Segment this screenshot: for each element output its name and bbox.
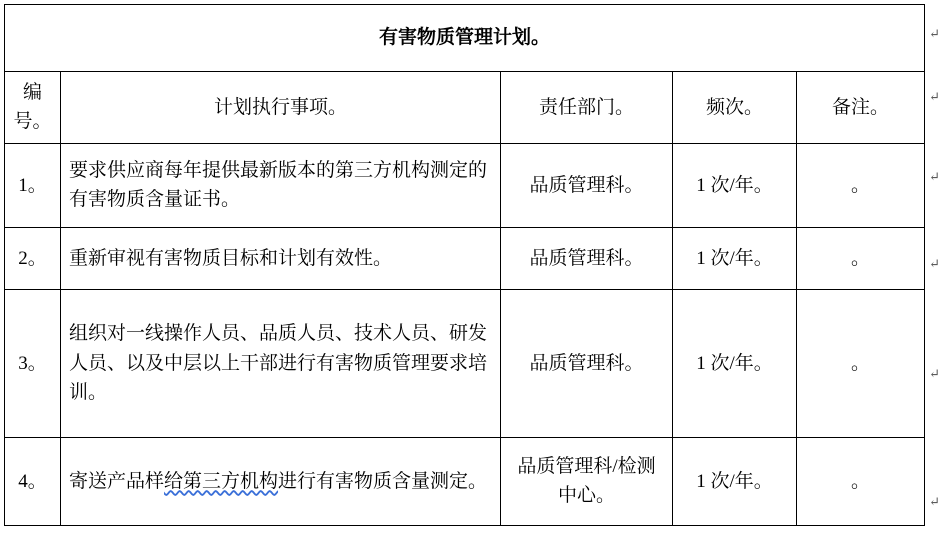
row-item: 重新审视有害物质目标和计划有效性。 — [61, 227, 501, 289]
header-department: 责任部门。 — [501, 72, 673, 144]
row-no: 4。 — [5, 437, 61, 525]
paragraph-mark-icon: ↵ — [929, 494, 940, 509]
row-no: 2。 — [5, 227, 61, 289]
paragraph-mark-icon: ↵ — [929, 169, 940, 184]
paragraph-mark-icon: ↵ — [929, 366, 940, 381]
table-row — [5, 227, 925, 289]
paragraph-mark-icon: ↵ — [929, 89, 940, 104]
table-row — [5, 289, 925, 437]
document-page — [0, 4, 944, 556]
margin-paragraph-marks — [926, 4, 942, 556]
header-no: 编号。 — [5, 72, 61, 144]
row-item-prefix: 寄送产品样 — [69, 470, 165, 492]
row-department: 品质管理科/检测中心。 — [501, 437, 673, 525]
row-item: 组织对一线操作人员、品质人员、技术人员、研发人员、以及中层以上干部进行有害物质管理要求培训。 — [61, 289, 501, 437]
header-remark: 备注。 — [797, 72, 925, 144]
paragraph-mark-icon: ↵ — [929, 26, 940, 41]
row-item — [61, 437, 501, 525]
row-frequency: 1 次/年。 — [673, 289, 797, 437]
table-row — [5, 143, 925, 227]
row-frequency: 1 次/年。 — [673, 143, 797, 227]
header-frequency: 频次。 — [673, 72, 797, 144]
row-frequency: 1 次/年。 — [673, 227, 797, 289]
row-department: 品质管理科。 — [501, 143, 673, 227]
row-no: 1。 — [5, 143, 61, 227]
row-item-spellcheck-text: 给第三方机构 — [164, 470, 279, 492]
row-remark: 。 — [797, 289, 925, 437]
row-frequency: 1 次/年。 — [673, 437, 797, 525]
hazardous-substance-plan-table — [4, 4, 925, 526]
document-title: 有害物质管理计划。 — [5, 5, 925, 72]
row-remark: 。 — [797, 437, 925, 525]
row-no: 3。 — [5, 289, 61, 437]
table-row — [5, 437, 925, 525]
table-title-row — [5, 5, 925, 72]
row-remark: 。 — [797, 143, 925, 227]
header-item: 计划执行事项。 — [61, 72, 501, 144]
row-item-suffix: 进行有害物质含量测定。 — [278, 470, 488, 492]
row-item: 要求供应商每年提供最新版本的第三方机构测定的有害物质含量证书。 — [61, 143, 501, 227]
paragraph-mark-icon: ↵ — [929, 256, 940, 271]
table-header-row — [5, 72, 925, 144]
row-department: 品质管理科。 — [501, 227, 673, 289]
row-remark: 。 — [797, 227, 925, 289]
row-department: 品质管理科。 — [501, 289, 673, 437]
